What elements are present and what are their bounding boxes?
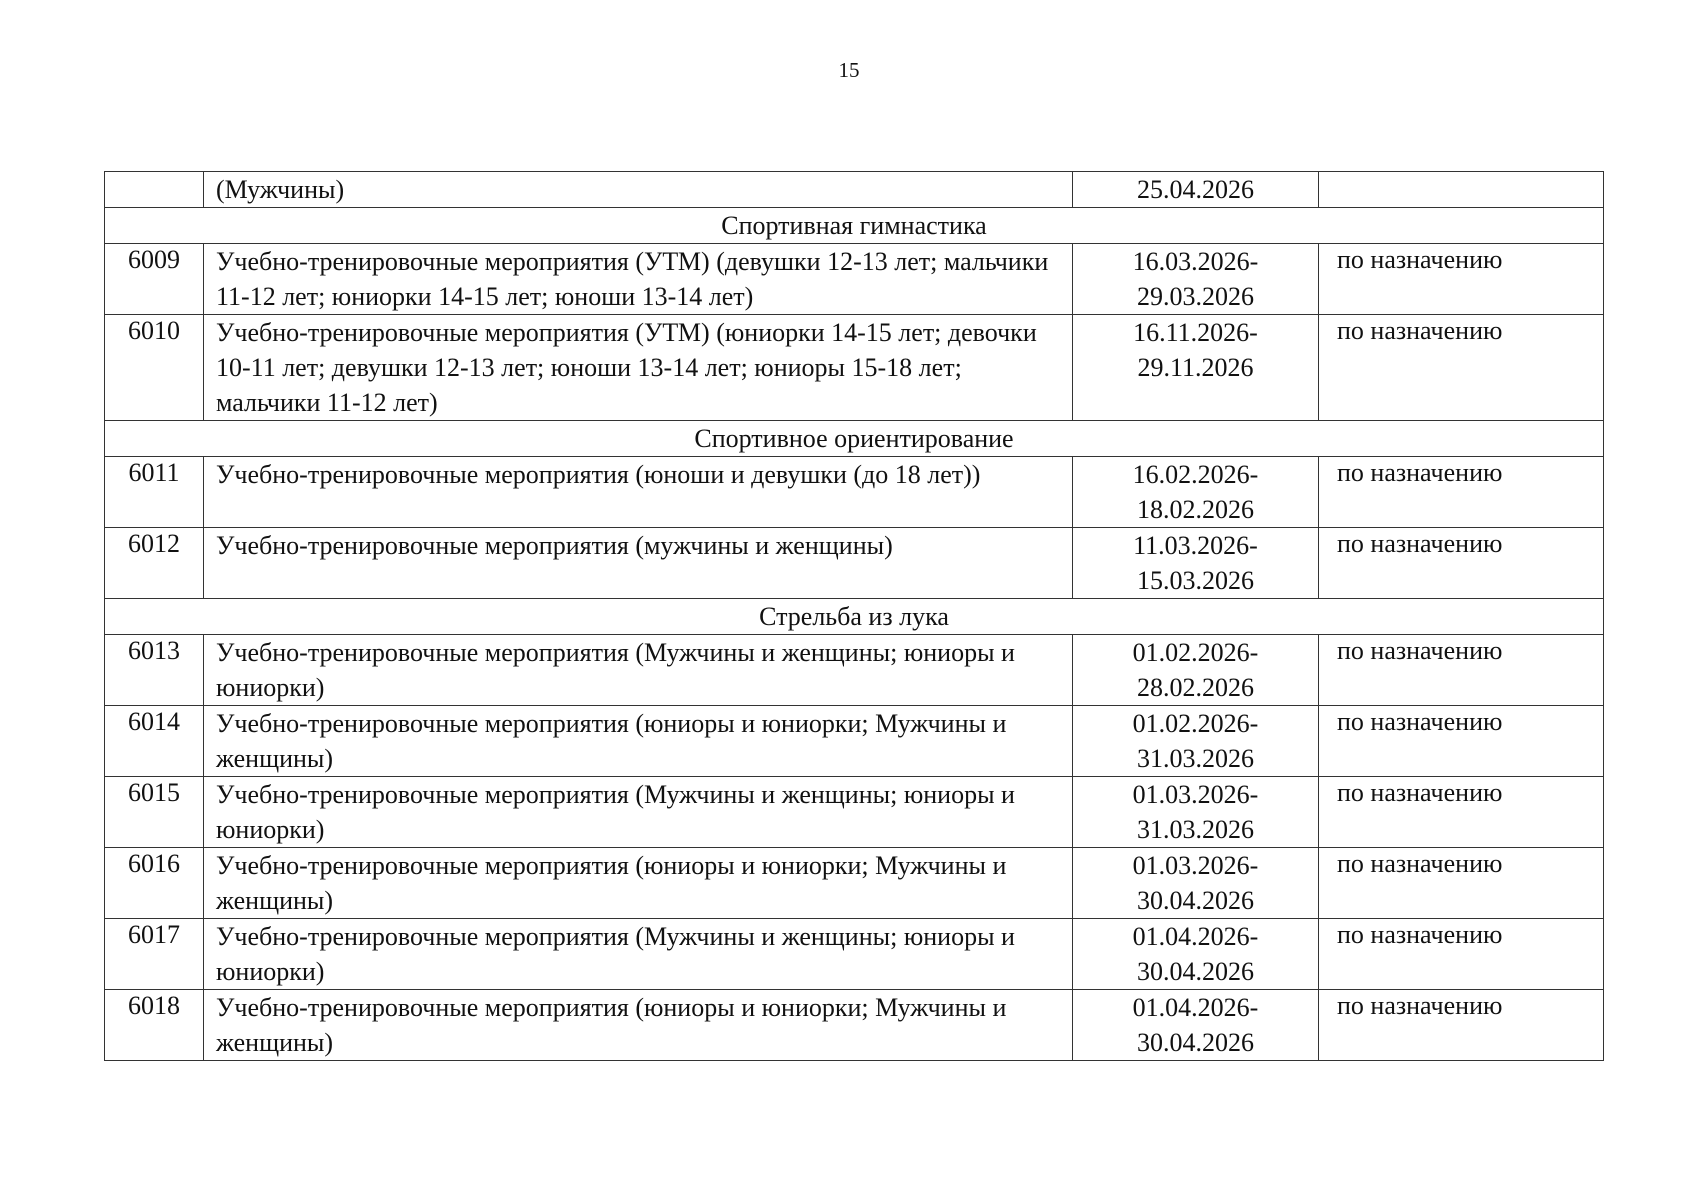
date-start: 01.04.2026- (1132, 922, 1259, 951)
event-note-cell (1319, 990, 1604, 1061)
date-end: 31.03.2026 (1137, 815, 1254, 844)
event-note: по назначению (1337, 991, 1503, 1020)
table-row (105, 635, 1604, 706)
row-number: 6017 (128, 920, 180, 949)
event-dates-cell: 25.04.2026 (1073, 172, 1319, 208)
section-row (105, 208, 1604, 244)
event-note-cell (1319, 528, 1604, 599)
date-end: 30.04.2026 (1137, 886, 1254, 915)
schedule-table (104, 171, 1604, 1061)
event-dates-cell (1073, 990, 1319, 1061)
event-note: по назначению (1337, 778, 1503, 807)
table-row (105, 528, 1604, 599)
event-name-cell: Учебно-тренировочные мероприятия (УТМ) (девушки 12-13 лет; мальчики 11-12 лет; юниорки 14-15 лет; юноши 13-14 лет) (204, 244, 1073, 315)
row-number: 6016 (128, 849, 180, 878)
event-dates-cell (1073, 528, 1319, 599)
event-note-cell (1319, 706, 1604, 777)
event-dates-cell (1073, 919, 1319, 990)
section-title: Спортивная гимнастика (105, 208, 1604, 244)
table-row (105, 706, 1604, 777)
row-number-cell (105, 528, 204, 599)
date-end: 30.04.2026 (1137, 1028, 1254, 1057)
section-row (105, 421, 1604, 457)
event-note-cell (1319, 244, 1604, 315)
date-start: 01.04.2026- (1132, 993, 1259, 1022)
date-start: 16.11.2026- (1133, 318, 1258, 347)
date-end: 15.03.2026 (1137, 566, 1254, 595)
event-note: по назначению (1337, 316, 1503, 345)
event-note: по назначению (1337, 849, 1503, 878)
event-note-cell (1319, 848, 1604, 919)
event-name-cell: Учебно-тренировочные мероприятия (мужчины и женщины) (204, 528, 1073, 599)
event-note-cell (1319, 919, 1604, 990)
event-note-cell (1319, 635, 1604, 706)
row-number: 6013 (128, 636, 180, 665)
row-number: 6014 (128, 707, 180, 736)
event-name-cell: Учебно-тренировочные мероприятия (УТМ) (юниорки 14-15 лет; девочки 10-11 лет; девушки 12-13 лет; юноши 13-14 лет; юниоры 15-18 лет; мальчики 11-12 лет) (204, 315, 1073, 421)
row-number-cell (105, 919, 204, 990)
event-name-cell: Учебно-тренировочные мероприятия (юниоры и юниорки; Мужчины и женщины) (204, 706, 1073, 777)
section-title: Стрельба из лука (105, 599, 1604, 635)
event-dates-cell (1073, 635, 1319, 706)
event-name-cell: Учебно-тренировочные мероприятия (юниоры и юниорки; Мужчины и женщины) (204, 848, 1073, 919)
row-number-cell (105, 457, 204, 528)
event-note: по назначению (1337, 920, 1503, 949)
table-row (105, 315, 1604, 421)
row-number-cell (105, 315, 204, 421)
date-end: 28.02.2026 (1137, 673, 1254, 702)
section-row (105, 599, 1604, 635)
date-end: 30.04.2026 (1137, 957, 1254, 986)
date-end: 31.03.2026 (1137, 744, 1254, 773)
date-end: 29.03.2026 (1137, 282, 1254, 311)
event-note: по назначению (1337, 458, 1503, 487)
date-end: 18.02.2026 (1137, 495, 1254, 524)
date-start: 01.02.2026- (1132, 709, 1259, 738)
row-number-cell (105, 172, 204, 208)
date-start: 16.02.2026- (1132, 460, 1259, 489)
row-number: 6018 (128, 991, 180, 1020)
event-dates-cell (1073, 315, 1319, 421)
section-title: Спортивное ориентирование (105, 421, 1604, 457)
continuation-row (105, 172, 1604, 208)
row-number: 6009 (128, 245, 180, 274)
event-note-cell (1319, 457, 1604, 528)
row-number: 6011 (128, 458, 180, 487)
date-end: 29.11.2026 (1137, 353, 1254, 382)
event-name-cell: Учебно-тренировочные мероприятия (юноши и девушки (до 18 лет)) (204, 457, 1073, 528)
event-name-cell: (Мужчины) (204, 172, 1073, 208)
table-row (105, 777, 1604, 848)
event-dates-cell (1073, 706, 1319, 777)
row-number-cell (105, 990, 204, 1061)
row-number-cell (105, 848, 204, 919)
date-start: 01.02.2026- (1132, 638, 1259, 667)
event-name-cell: Учебно-тренировочные мероприятия (Мужчины и женщины; юниоры и юниорки) (204, 635, 1073, 706)
table-row (105, 244, 1604, 315)
row-number: 6012 (128, 529, 180, 558)
row-number-cell (105, 244, 204, 315)
event-note-cell (1319, 777, 1604, 848)
event-note: по назначению (1337, 245, 1503, 274)
event-note: по назначению (1337, 636, 1503, 665)
date-start: 11.03.2026- (1133, 531, 1258, 560)
date-start: 01.03.2026- (1132, 851, 1259, 880)
table-row (105, 457, 1604, 528)
table-row (105, 919, 1604, 990)
table-row (105, 990, 1604, 1061)
schedule-table-body (105, 172, 1604, 1061)
date-start: 16.03.2026- (1132, 247, 1259, 276)
event-note-cell (1319, 315, 1604, 421)
row-number: 6015 (128, 778, 180, 807)
event-note: по назначению (1337, 707, 1503, 736)
event-dates-cell (1073, 457, 1319, 528)
row-number: 6010 (128, 316, 180, 345)
table-row (105, 848, 1604, 919)
row-number-cell (105, 635, 204, 706)
event-note-cell (1319, 172, 1604, 208)
event-dates-cell (1073, 848, 1319, 919)
event-name-cell: Учебно-тренировочные мероприятия (юниоры и юниорки; Мужчины и женщины) (204, 990, 1073, 1061)
event-note: по назначению (1337, 529, 1503, 558)
row-number-cell (105, 777, 204, 848)
event-dates-cell (1073, 777, 1319, 848)
event-name-cell: Учебно-тренировочные мероприятия (Мужчины и женщины; юниоры и юниорки) (204, 777, 1073, 848)
event-name-cell: Учебно-тренировочные мероприятия (Мужчины и женщины; юниоры и юниорки) (204, 919, 1073, 990)
row-number-cell (105, 706, 204, 777)
page-number: 15 (838, 58, 860, 82)
event-dates-cell (1073, 244, 1319, 315)
date-start: 01.03.2026- (1132, 780, 1259, 809)
